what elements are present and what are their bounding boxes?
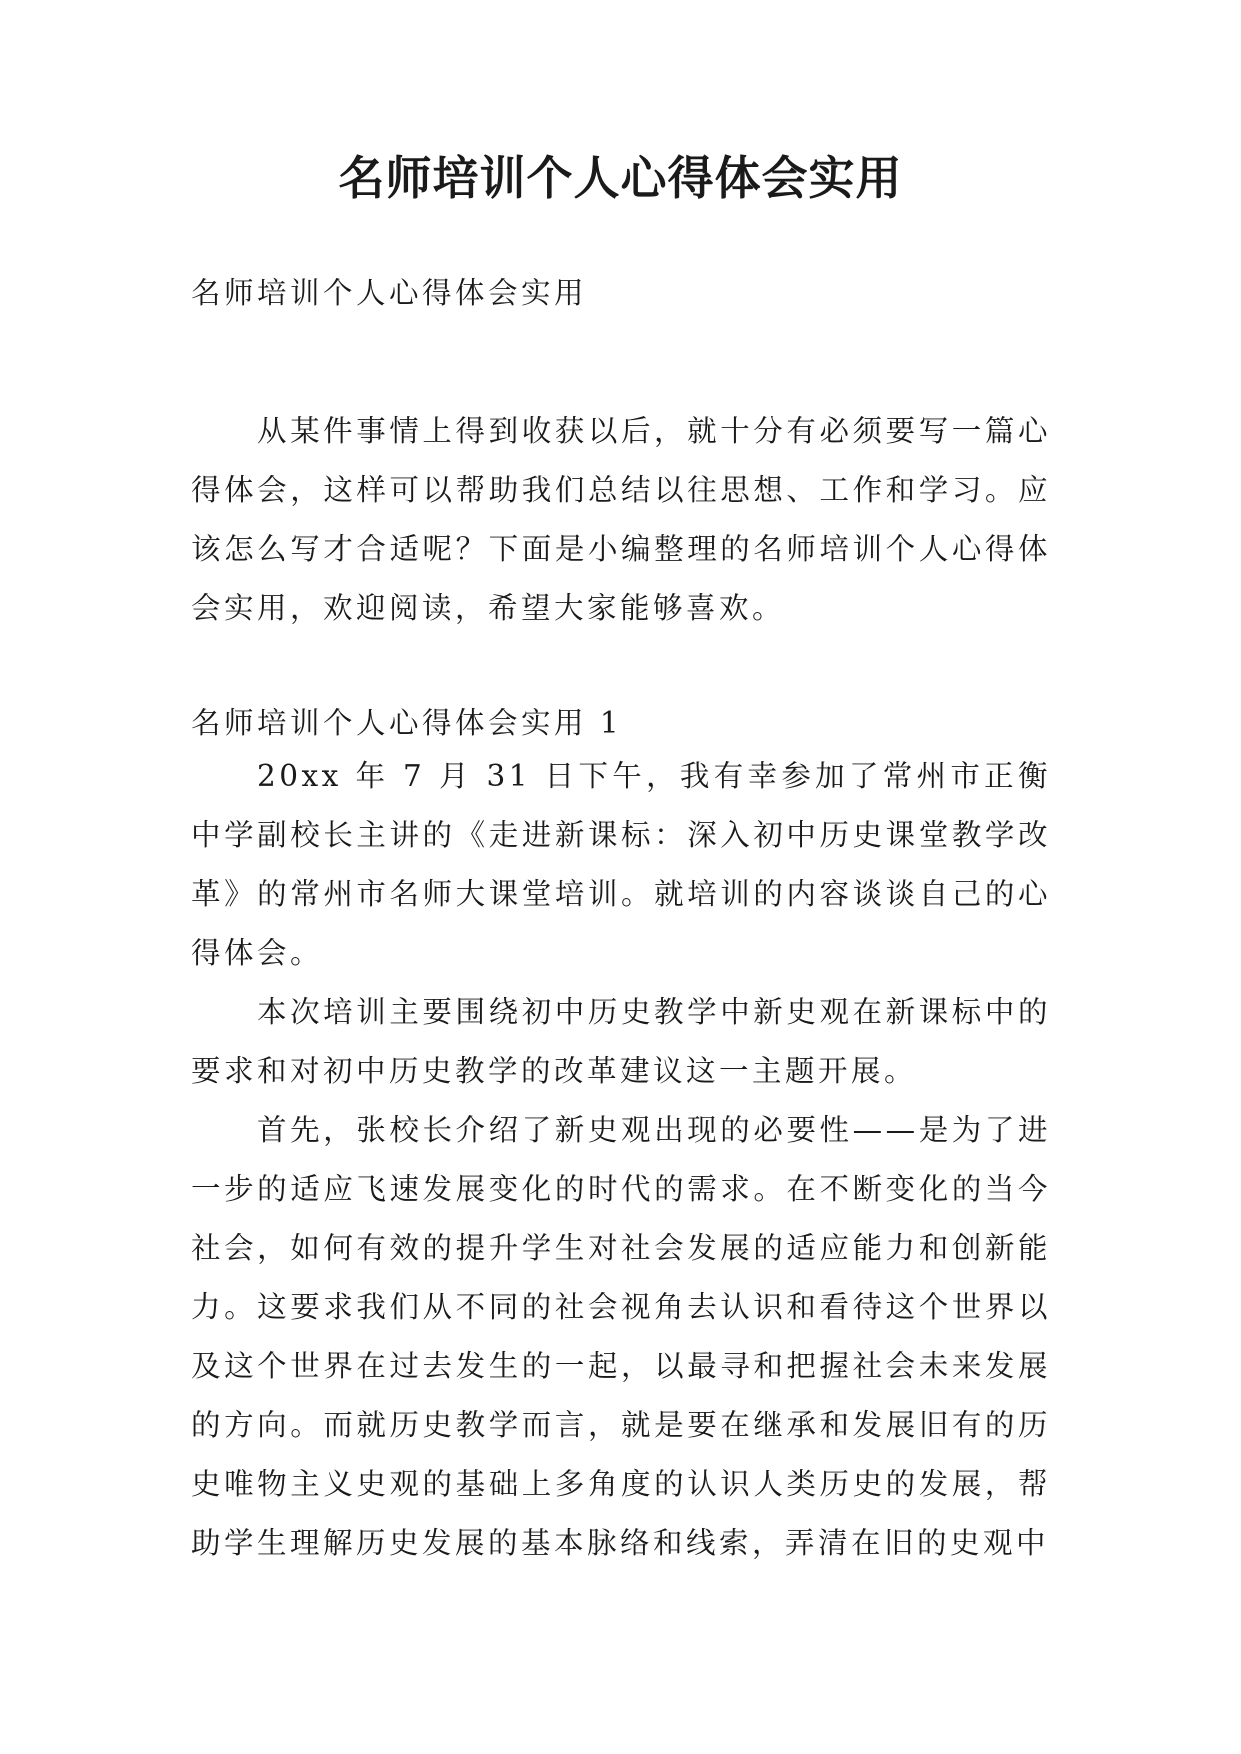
intro-section <box>191 402 1051 638</box>
section-body <box>191 747 1051 1573</box>
document-subtitle: 名师培训个人心得体会实用 <box>191 276 588 310</box>
section-paragraph-3: 首先，张校长介绍了新史观出现的必要性——是为了进一步的适应飞速发展变化的时代的需求。在不断变化的当今社会，如何有效的提升学生对社会发展的适应能力和创新能力。这要求我们从不同的社会视角去认识和看待这个世界以及这个世界在过去发生的一起，以最寻和把握社会未来发展的方向。而就历史教学而言，就是要在继承和发展旧有的历史唯物主义史观的基础上多角度的认识人类历史的发展，帮助学生理解历史发展的基本脉络和线索，弄清在旧的史观中 <box>191 1113 1051 1560</box>
section-paragraph-1: 20xx 年 7 月 31 日下午，我有幸参加了常州市正衡中学副校长主讲的《走进新课标：深入初中历史课堂教学改革》的常州市名师大课堂培训。就培训的内容谈谈自己的心得体会。 <box>191 759 1051 970</box>
section-paragraph-2: 本次培训主要围绕初中历史教学中新史观在新课标中的要求和对初中历史教学的改革建议这一主题开展。 <box>191 995 1051 1088</box>
intro-paragraph: 从某件事情上得到收获以后，就十分有必须要写一篇心得体会，这样可以帮助我们总结以往思想、工作和学习。应该怎么写才合适呢？下面是小编整理的名师培训个人心得体会实用，欢迎阅读，希望大家能够喜欢。 <box>191 414 1051 625</box>
document-title: 名师培训个人心得体会实用 <box>338 151 903 205</box>
section-heading: 名师培训个人心得体会实用 1 <box>191 706 623 740</box>
